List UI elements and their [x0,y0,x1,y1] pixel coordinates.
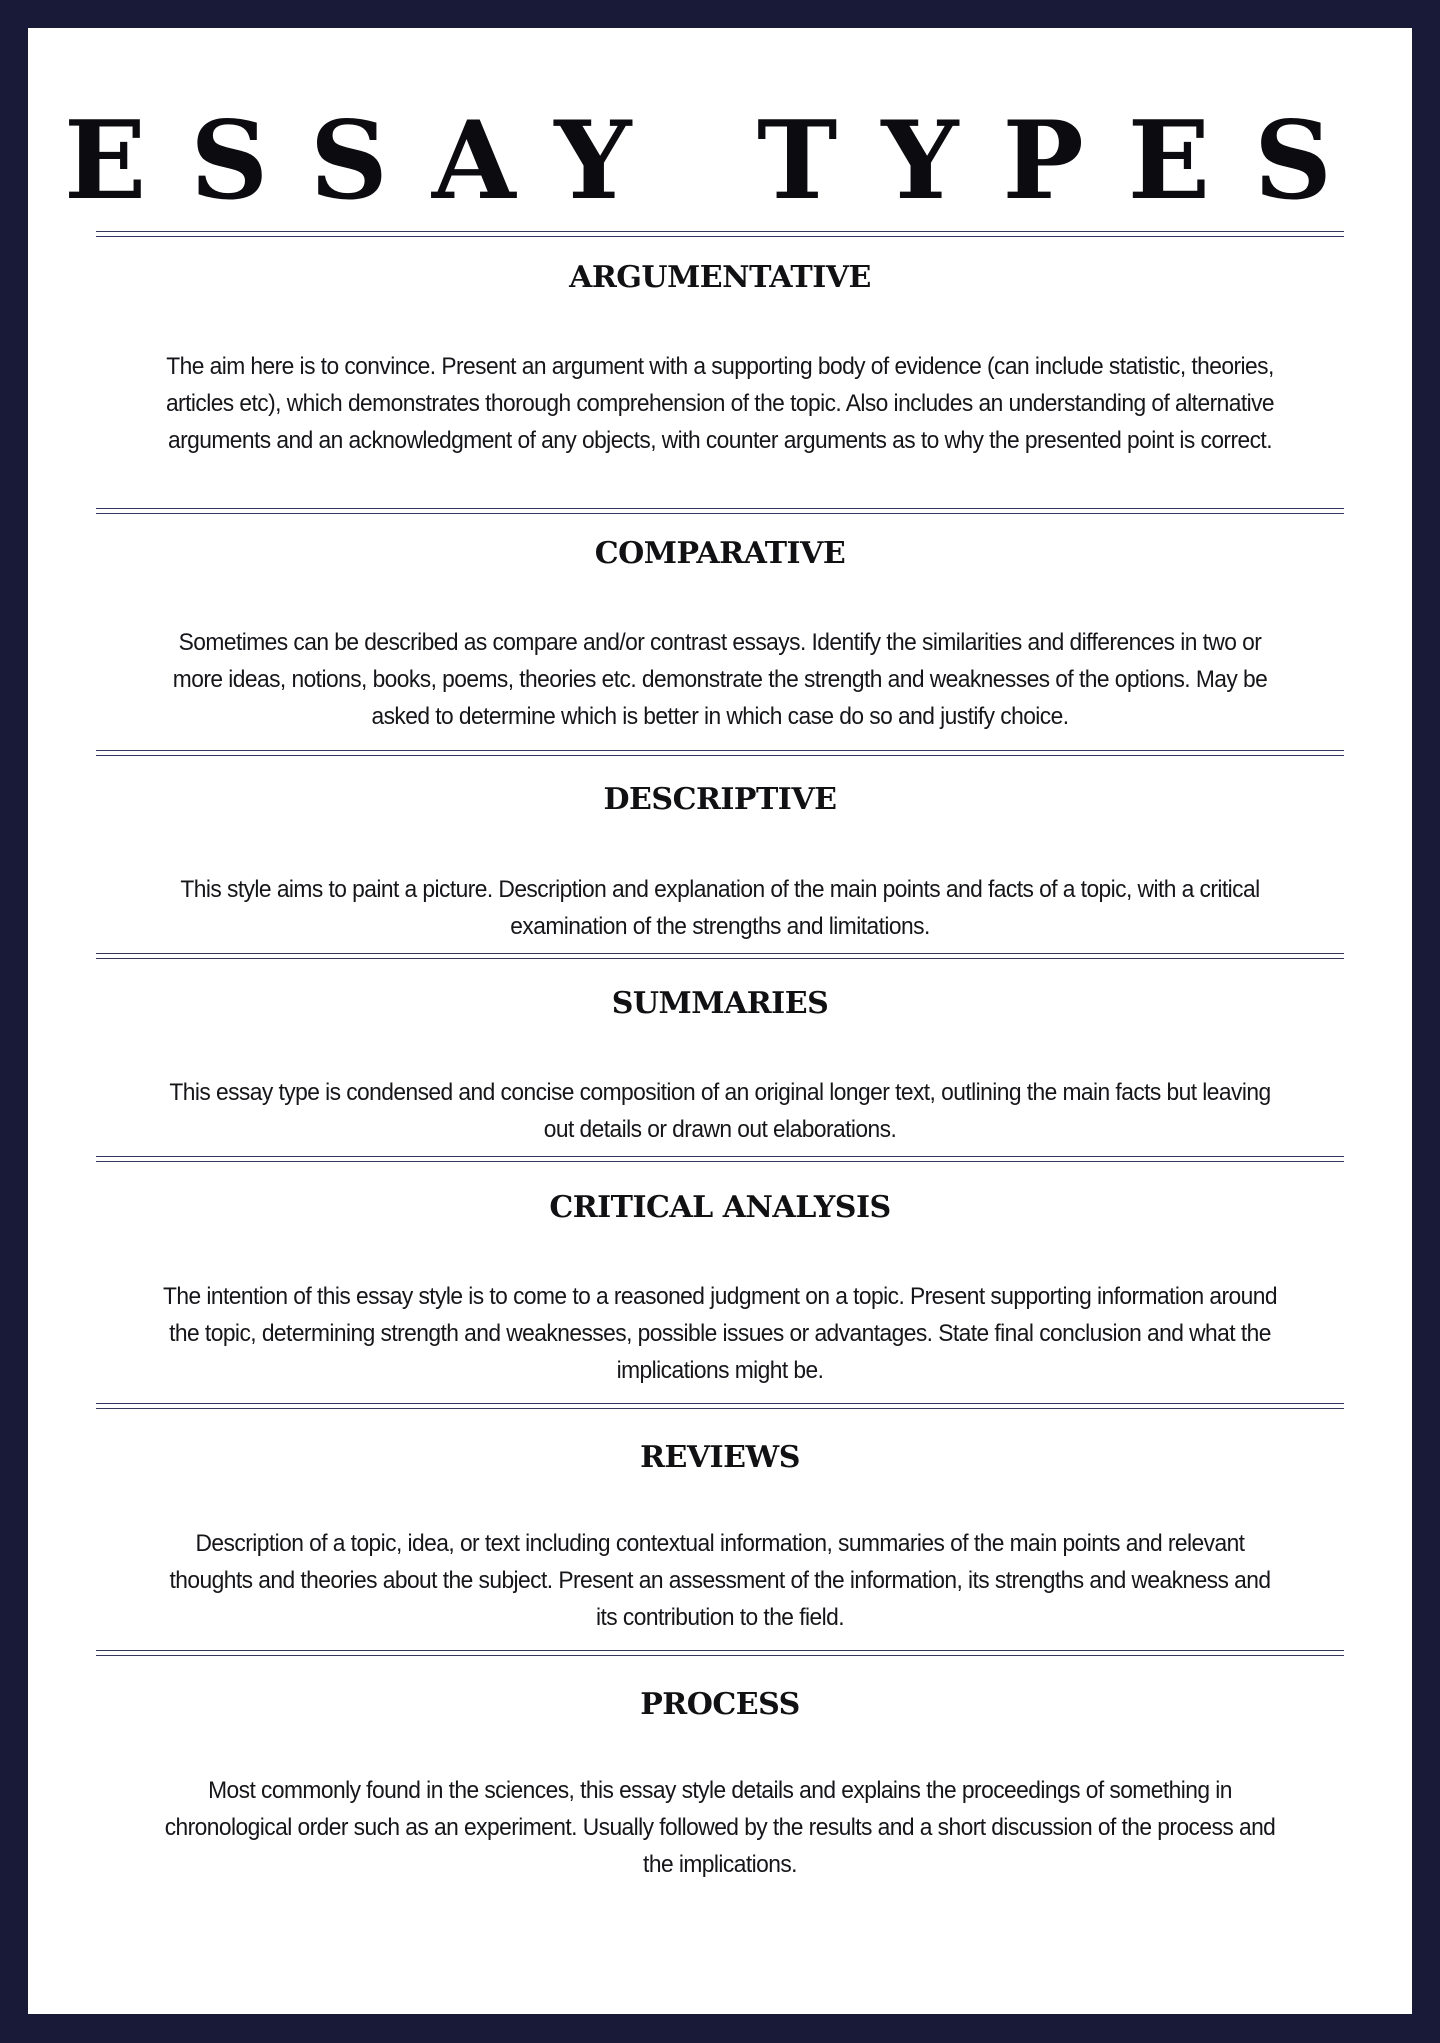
section-text-summaries: This essay type is condensed and concise composition of an original longer text, outlining the main facts but leaving out details or drawn out elaborations. [169,1079,1271,1143]
section-text-comparative: Sometimes can be described as compare and/or contrast essays. Identify the similarities and differences in two or more ideas, notions, books, poems, theories etc. demonstrate the strength and weaknesses of the options. May be asked to determine which is better in which case do so and justify choice. [172,629,1268,730]
section-divider [96,750,1344,756]
section-text-reviews: Description of a topic, idea, or text including contextual information, summaries of the main points and relevant thoughts and theories about the subject. Present an assessment of the information, its strengths and weakness and its contribution to the field. [169,1530,1271,1631]
section-text-critical-analysis: The intention of this essay style is to come to a reasoned judgment on a topic. Present supporting information around the topic, determining strength and weaknesses, possible issues or advantages. State final conclusion and what the implications might be. [163,1283,1277,1384]
section-heading-descriptive: DESCRIPTIVE [603,782,837,817]
section-heading-comparative: COMPARATIVE [594,536,846,571]
section-heading-critical-analysis: CRITICAL ANALYSIS [549,1190,891,1225]
section-divider [96,1403,1344,1409]
section-divider [96,1650,1344,1656]
section-heading-reviews: REVIEWS [640,1440,800,1475]
section-heading-summaries: SUMMARIES [611,986,829,1021]
document-page [28,28,1412,2014]
section-divider [96,508,1344,514]
section-heading-argumentative: ARGUMENTATIVE [569,260,871,295]
page-title: ESSAY TYPES [63,98,1377,224]
section-text-argumentative: The aim here is to convince. Present an argument with a supporting body of evidence (can include statistic, theories, articles etc), which demonstrates thorough comprehension of the topic. Also includes an understanding of alternative arguments and an acknowledgment of any objects, with counter arguments as to why the presented point is correct. [165,353,1275,454]
section-text-descriptive: This style aims to paint a picture. Description and explanation of the main points and facts of a topic, with a critical examination of the strengths and limitations. [180,876,1260,940]
section-text-process: Most commonly found in the sciences, this essay style details and explains the proceedings of something in chronological order such as an experiment. Usually followed by the results and a short discussion of the process and the implications. [164,1777,1276,1878]
section-heading-process: PROCESS [640,1687,800,1722]
section-divider [96,231,1344,237]
section-divider [96,953,1344,959]
section-divider [96,1156,1344,1162]
